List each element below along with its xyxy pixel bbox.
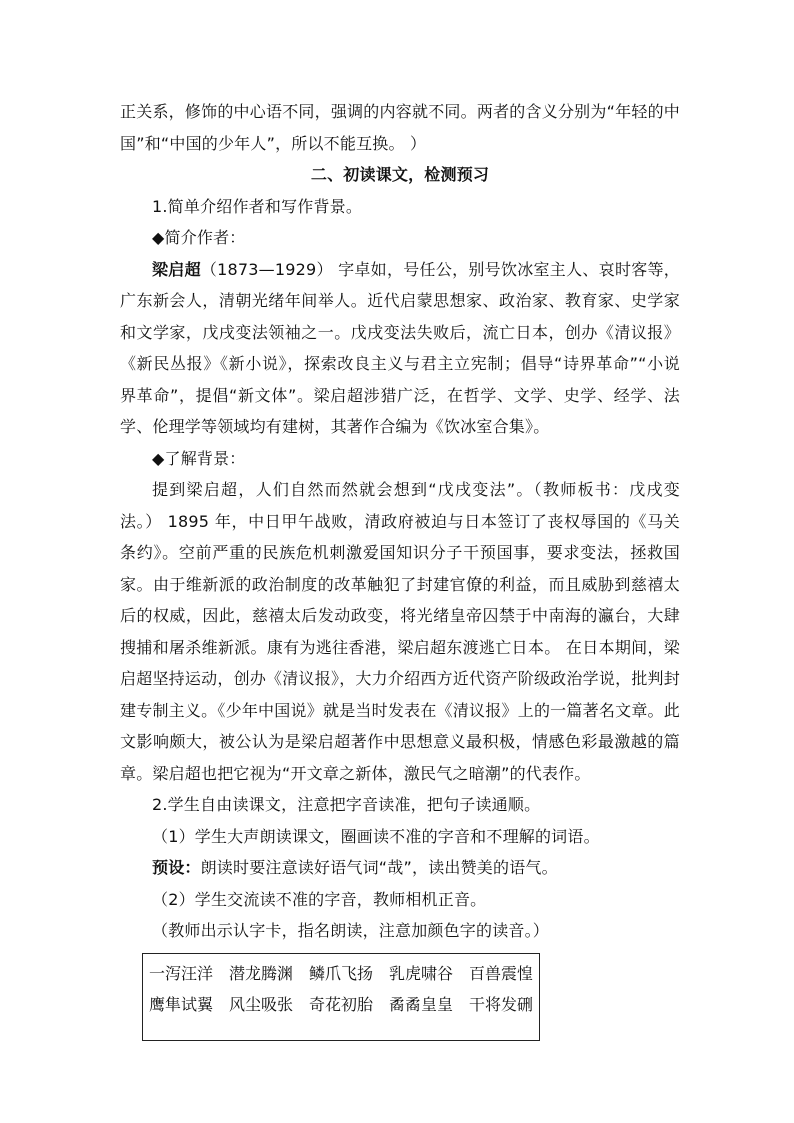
sub-item-1: （1）学生大声朗读课文，圈画读不准的字音和不理解的词语。 — [152, 826, 600, 846]
item-1-title: 1.简单介绍作者和写作背景。 — [152, 196, 363, 216]
background-section-title: ◆了解背景： — [152, 448, 246, 468]
vocab-word: 鳞爪飞扬 — [308, 963, 373, 983]
vocab-word: 潜龙腾渊 — [228, 963, 293, 983]
author-name: 梁启超 — [152, 259, 201, 279]
author-paragraph — [120, 254, 680, 443]
vocab-word: 奇花初胎 — [308, 994, 373, 1014]
vocab-word: 乳虎啸谷 — [388, 963, 453, 983]
author-description: （1873—1929） 字卓如，号任公，别号饮冰室主人、哀时客等，广东新会人，清朝光绪年间举人。近代启蒙思想家、政治家、教育家、史学家和文学家，戊戌变法领袖之一。戊戌变法失败后，流亡日本，创办《清议报》《新民丛报》《新小说》，探索改良主义与君主立宪制；倡导“诗界革命”“小说界革命”，提倡“新文体”。梁启超涉猎广泛，在哲学、文学、史学、经学、法学、伦理学等领域均有建树，其著作合编为《饮冰室合集》。 — [120, 259, 680, 436]
sub-item-2: （2）学生交流读不准的字音，教师相机正音。 — [152, 889, 487, 909]
paragraph-intro-continuation: 正关系，修饰的中心语不同，强调的内容就不同。两者的含义分别为“年轻的中国”和“中国的少年人”，所以不能互换。 ） — [120, 102, 680, 153]
vocab-word: 矞矞皇皇 — [388, 994, 453, 1014]
preset-label: 预设： — [152, 858, 201, 877]
preset-paragraph — [120, 852, 680, 884]
vocab-word: 百兽震惶 — [468, 963, 533, 983]
teacher-note: （教师出示认字卡，指名朗读，注意加颜色字的读音。） — [152, 921, 550, 940]
background-paragraph: 提到梁启超，人们自然而然就会想到“戊戌变法”。（教师板书：戊戌变法。） 1895 年，中日甲午战败，清政府被迫与日本签订了丧权辱国的《马关条约》。空前严重的民族危机刺激爱国知识分子干预国事，要求变法，拯救国家。由于维新派的政治制度的改革触犯了封建官僚的利益，而且威胁到慈禧太后的权威，因此，慈禧太后发动政变，将光绪皇帝囚禁于中南海的瀛台，大肆搜捕和屠杀维新派。康有为逃往香港，梁启超东渡逃亡日本。 在日本期间，梁启超坚持运动，创办《清议报》，大力介绍西方近代资产阶级政治学说，批判封建专制主义。《少年中国说》就是当时发表在《清议报》上的一篇著名文章。此文影响颇大，被公认为是梁启超著作中思想意义最积极，情感色彩最激越的篇章。梁启超也把它视为“开文章之新体，激民气之暗潮”的代表作。 — [120, 480, 680, 783]
vocabulary-card — [142, 953, 540, 1041]
vocab-word: 鹰隼试翼 — [149, 994, 214, 1014]
vocab-word: 一泻汪洋 — [149, 963, 214, 983]
item-2-title: 2.学生自由读课文，注意把字音读准，把句子读通顺。 — [152, 795, 541, 814]
vocab-word: 风尘吸张 — [228, 994, 293, 1014]
vocabulary-row-2 — [149, 989, 533, 1020]
vocab-word: 干将发硎 — [468, 994, 533, 1014]
vocabulary-row-1 — [149, 958, 533, 989]
preset-text: 朗读时要注意读好语气词“哉”，读出赞美的语气。 — [200, 858, 558, 877]
section-heading: 二、初读课文，检测预习 — [310, 165, 490, 184]
document-body — [120, 96, 680, 1041]
author-section-title: ◆简介作者： — [152, 228, 246, 247]
